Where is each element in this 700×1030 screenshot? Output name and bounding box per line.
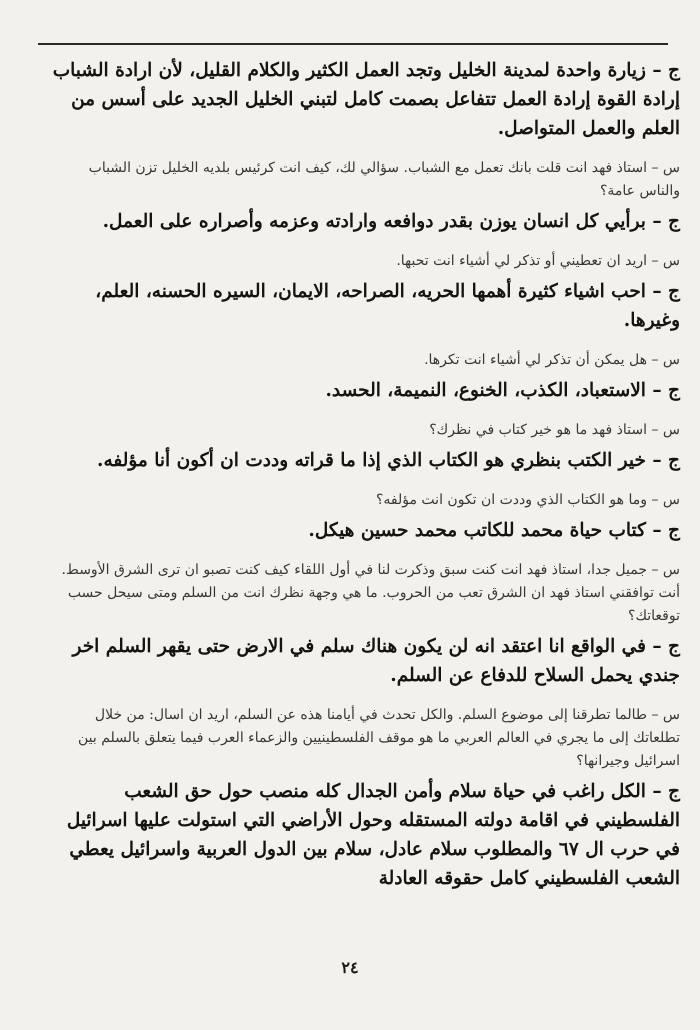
answer-paragraph: ج – احب اشياء كثيرة أهمها الحريه، الصراحه، الايمان، السيره الحسنه، العلم، وغيرها. [95,281,680,331]
answer-paragraph: ج – برأيي كل انسان يوزن بقدر دوافعه وارادته وعزمه وأصراره على العمل. [102,211,680,232]
question-paragraph: س – وما هو الكتاب الذي وددت ان تكون انت مؤلفه؟ [375,492,680,508]
answer-paragraph: ج – الاستعباد، الكذب، الخنوع، النميمة، الحسد. [325,380,680,401]
question-paragraph: س – استاذ فهد ما هو خير كتاب في نظرك؟ [429,422,680,438]
answer-paragraph: ج – زيارة واحدة لمدينة الخليل وتجد العمل الكثير والكلام القليل، لأن ارادة الشباب إرادة القوة إرادة العمل تتفاعل بصمت كامل لتبني الخليل الجديد على أسس من العلم والعمل المتواصل. [52,60,680,139]
page-number: ٢٤ [341,958,359,977]
answer-paragraph: ج – كتاب حياة محمد للكاتب محمد حسين هيكل. [308,520,680,541]
answer-paragraph: ج – في الواقع انا اعتقد انه لن يكون هناك سلم في الارض حتى يقهر السلم اخر جندي يحمل السلاح للدفاع عن السلم. [72,636,680,686]
question-paragraph: س – جميل جدا، استاذ فهد انت كنت سبق وذكرت لنا في أول اللقاء كيف كنت تصبو ان ترى الشرق الأوسط. أنت توافقني استاذ فهد ان الشرق تعب من الحروب. ما هي وجهة نظرك انت من السلم ومتى سيحل حسب توقعاتك؟ [61,562,680,624]
answer-paragraph: ج – الكل راغب في حياة سلام وأمن الجدال كله منصب حول حق الشعب الفلسطيني في اقامة دولته المستقله وحول الأراضي التي استولت عليها اسرائيل في حرب ال ٦٧ والمطلوب سلام عادل، سلام بين الدول العربية واسرائيل يعطي الشعب الفلسطيني كامل حقوقه العادلة [66,781,680,889]
interview-body [50,50,680,907]
answer-paragraph: ج – خير الكتب بنظري هو الكتاب الذي إذا ما قراته وددت ان أكون أنا مؤلفه. [97,450,680,471]
top-rule [38,43,668,45]
question-paragraph: س – طالما تطرقنا إلى موضوع السلم. والكل تحدث في أيامنا هذه عن السلم، اريد ان اسال: من خلال تطلعاتك إلى ما يجري في العالم العربي ما هو موقف الفلسطينيين والزعماء العرب فيما يتعلق بالسلم بين اسرائيل وجيرانها؟ [77,707,680,769]
question-paragraph: س – هل يمكن أن تذكر لي أشياء انت تكرها. [424,352,680,368]
question-paragraph: س – اريد ان تعطيني أو تذكر لي أشياء انت تحبها. [396,253,680,269]
question-paragraph: س – استاذ فهد انت قلت بانك تعمل مع الشباب. سؤالي لك، كيف انت كرئيس بلديه الخليل تزن الشباب والناس عامة؟ [88,160,680,199]
